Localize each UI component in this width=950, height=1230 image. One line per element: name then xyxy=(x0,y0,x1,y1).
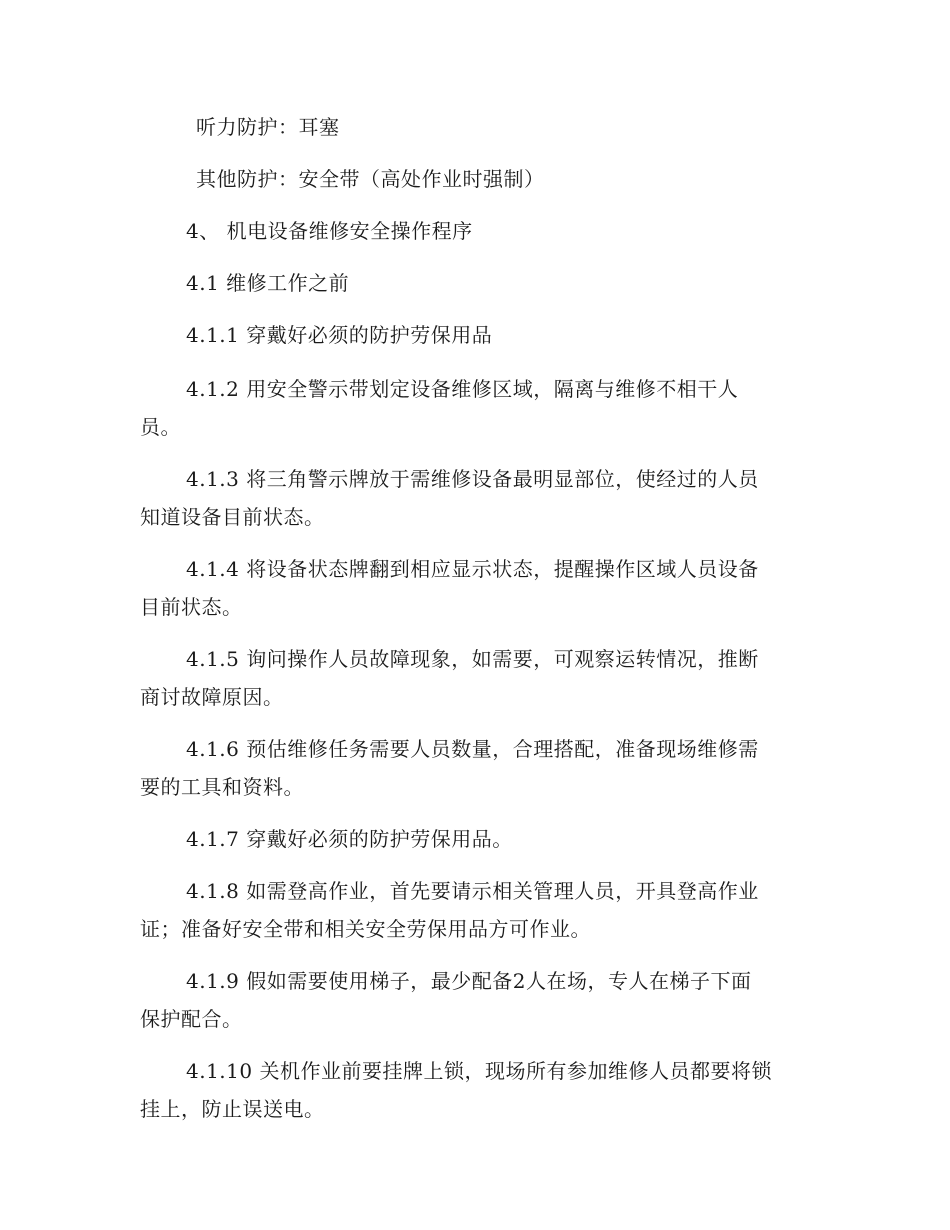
text-line: 4.1.5 询问操作人员故障现象，如需要，可观察运转情况，推断 xyxy=(186,647,759,671)
text-line: 4.1.1 穿戴好必须的防护劳保用品 xyxy=(186,323,493,347)
text-line: 证；准备好安全带和相关安全劳保用品方可作业。 xyxy=(140,917,591,941)
text-line: 挂上，防止误送电。 xyxy=(140,1097,325,1121)
text-line: 4.1.2 用安全警示带划定设备维修区域，隔离与维修不相干人 xyxy=(186,377,739,401)
text-line: 听力防护：耳塞 xyxy=(196,115,340,139)
text-line: 4.1.3 将三角警示牌放于需维修设备最明显部位，使经过的人员 xyxy=(186,467,759,491)
text-line: 要的工具和资料。 xyxy=(140,775,304,799)
text-line: 4.1.10 关机作业前要挂牌上锁，现场所有参加维修人员都要将锁 xyxy=(186,1059,772,1083)
text-line: 4.1.6 预估维修任务需要人员数量，合理搭配，准备现场维修需 xyxy=(186,737,759,761)
text-line: 知道设备目前状态。 xyxy=(140,505,325,529)
text-line: 4.1.8 如需登高作业，首先要请示相关管理人员，开具登高作业 xyxy=(186,879,759,903)
subsection-heading: 4.1 维修工作之前 xyxy=(186,271,350,295)
text-line: 员。 xyxy=(140,415,181,439)
text-line: 保护配合。 xyxy=(140,1007,243,1031)
text-line: 4.1.9 假如需要使用梯子，最少配备2人在场，专人在梯子下面 xyxy=(186,969,752,993)
text-line: 4.1.4 将设备状态牌翻到相应显示状态，提醒操作区域人员设备 xyxy=(186,557,759,581)
text-line: 商讨故障原因。 xyxy=(140,685,284,709)
text-line: 4.1.7 穿戴好必须的防护劳保用品。 xyxy=(186,827,513,851)
text-line: 其他防护：安全带（高处作业时强制） xyxy=(196,167,545,191)
text-line: 目前状态。 xyxy=(140,595,243,619)
section-heading: 4、 机电设备维修安全操作程序 xyxy=(186,219,473,243)
